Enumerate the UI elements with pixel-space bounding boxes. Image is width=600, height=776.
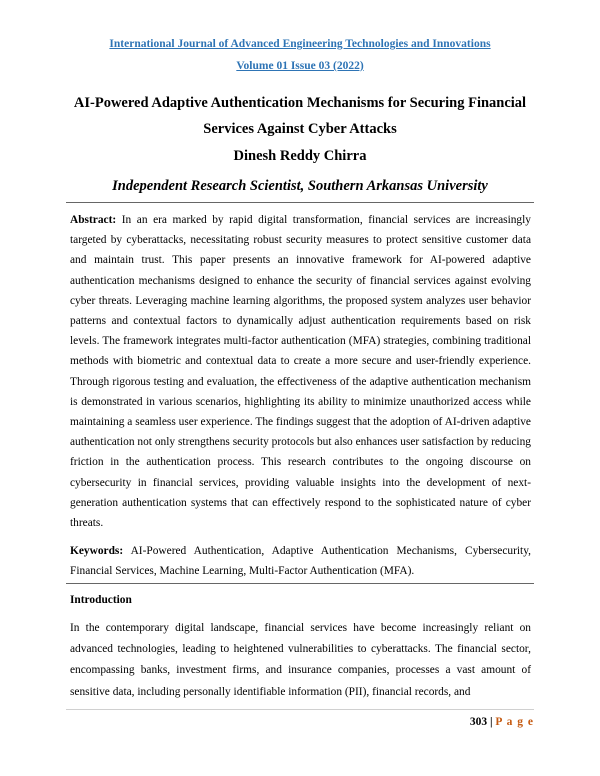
journal-volume[interactable]: Volume 01 Issue 03 (2022) <box>236 60 364 72</box>
abstract-top-divider <box>66 202 534 203</box>
keywords-label: Keywords: <box>70 545 124 557</box>
keywords-section <box>70 541 531 581</box>
paper-title-line2: Services Against Cyber Attacks <box>203 121 397 137</box>
page-number: 303 <box>469 716 488 728</box>
introduction-heading: Introduction <box>70 594 132 606</box>
author-name: Dinesh Reddy Chirra <box>233 148 367 164</box>
paper-title-line1: AI-Powered Adaptive Authentication Mechanisms for Securing Financial <box>73 95 527 111</box>
footer-separator: | <box>487 716 496 728</box>
abstract-section <box>70 210 531 533</box>
paper-title <box>60 90 540 142</box>
keywords-text: AI-Powered Authentication, Adaptive Authentication Mechanisms, Cybersecurity, Financial Services, Machine Learning, Multi-Factor Authentication (MFA). <box>70 545 531 578</box>
abstract-label: Abstract: <box>70 214 117 226</box>
abstract-text: In an era marked by rapid digital transformation, financial services are increasingly targeted by cyberattacks, necessitating robust security measures to protect sensitive customer data and maintain trust. This paper presents an innovative framework for AI-powered adaptive authentication mechanisms designed to enhance the security of financial services against evolving cyber threats. Leveraging machine learning algorithms, the proposed system analyzes user behavior patterns and contextual factors to dynamically adjust authentication requirements based on risk levels. The framework integrates multi-factor authentication (MFA) strategies, combining traditional methods with biometric and contextual data to create a more secure and user-friendly experience. Through rigorous testing and evaluation, the effectiveness of the adaptive authentication mechanism is demonstrated in various scenarios, highlighting its ability to minimize unauthorized access while maintaining a seamless user experience. The findings suggest that the adoption of AI-driven adaptive authentication not only strengthens security protocols but also enhances user satisfaction by reducing friction in the authentication process. This research contributes to the ongoing discourse on cybersecurity in financial services, providing valuable insights into the development of next-generation authentication systems that can effectively respond to the sophisticated nature of cyber threats. <box>70 214 531 530</box>
introduction-text: In the contemporary digital landscape, financial services have become increasingly reliant on advanced technologies, leading to heightened vulnerabilities to cyberattacks. The financial sector, encompassing banks, investment firms, and insurance companies, processes a vast amount of sensitive data, including personally identifiable information (PII), financial records, and <box>70 622 531 698</box>
footer-divider <box>66 709 534 710</box>
keywords-bottom-divider <box>66 583 534 584</box>
page-footer <box>470 716 534 728</box>
author-affiliation: Independent Research Scientist, Southern Arkansas University <box>112 178 488 194</box>
page-label: P a g e <box>495 716 534 728</box>
journal-name[interactable]: International Journal of Advanced Engineering Technologies and Innovations <box>109 38 491 50</box>
